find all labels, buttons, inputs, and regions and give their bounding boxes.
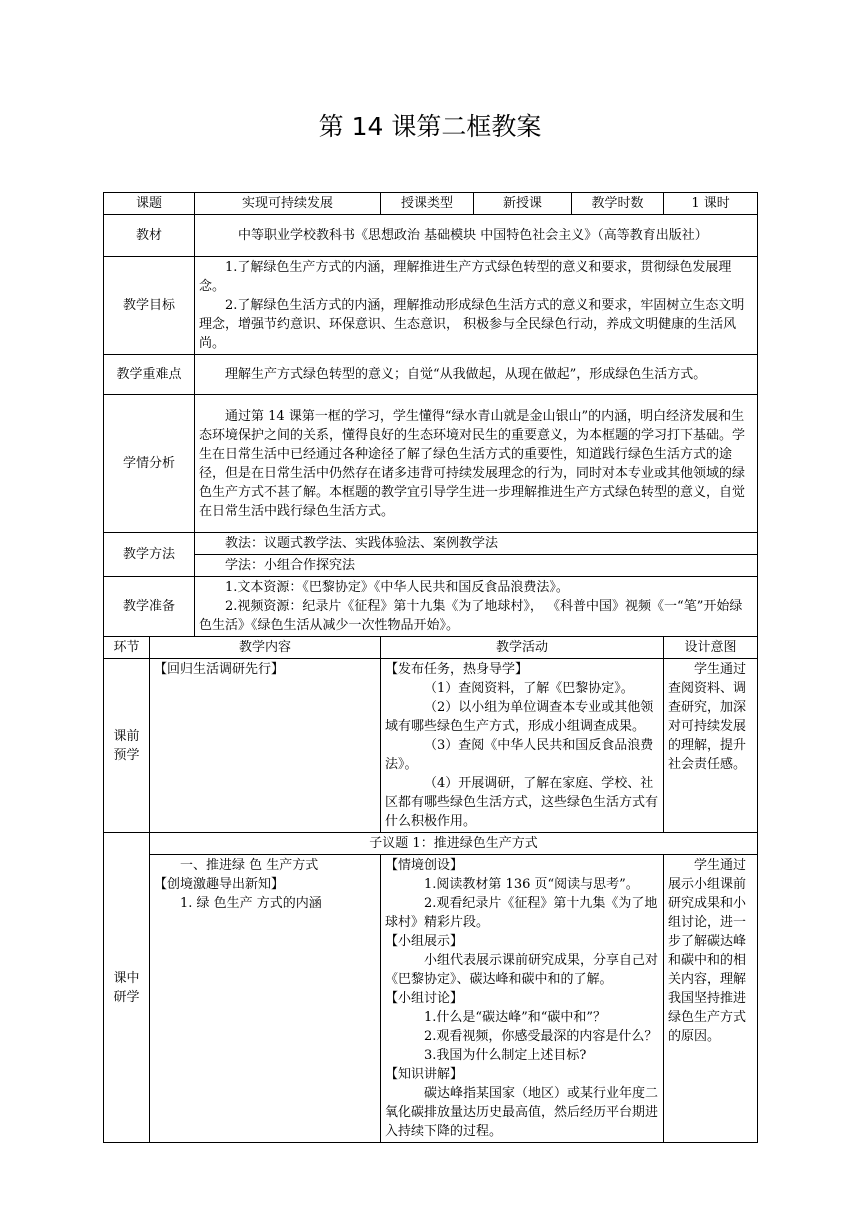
goal-item: 2.了解绿色生活方式的内涵，理解推动形成绿色生活方式的意义和要求，牢固树立生态文明理念，增强节约意识、环保意识、生态意识， 积极参与全民绿色行动，养成文明健康的生活风尚。 (199, 298, 745, 351)
preview-stage: 课前预学 (104, 659, 150, 833)
methods-label: 教学方法 (104, 533, 195, 577)
methods-teach: 教法：议题式教学法、实践体验法、案例教学法 (195, 533, 758, 555)
preview-intent: 学生通过查阅资料、调查研究，加深对可持续发展 的理解，提升社会责任感。 (664, 659, 758, 833)
topic-label: 课题 (104, 193, 195, 215)
type-value: 新授课 (474, 193, 572, 215)
goals-content (195, 257, 758, 355)
textbook-label: 教材 (104, 215, 195, 257)
intent-header: 设计意图 (664, 637, 758, 659)
activity-header: 教学活动 (381, 637, 664, 659)
prep-label: 教学准备 (104, 577, 195, 637)
lesson-plan-table (103, 192, 758, 1143)
prep-item: 2.视频资源：纪录片《征程》第十九集《为了地球村》， 《科普中国》视频《一“笔”开始绿色生活》《绿色生活从减少一次性物品开始》。 (199, 599, 743, 633)
study-content: 一、推进绿 色 生产方式 【创境激趣导出新知】 1. 绿 色生产 方式的内涵 (150, 855, 381, 1143)
topic-value: 实现可持续发展 (195, 193, 381, 215)
type-label: 授课类型 (381, 193, 474, 215)
hours-value: 1 课时 (664, 193, 758, 215)
page-title: 第 14 课第二框教案 (318, 112, 542, 141)
analysis-content: 通过第 14 课第一框的学习，学生懂得“绿水青山就是金山银山”的内涵，明白经济发展和生态环境保护之间的关系，懂得良好的生态环境对民生的重要意义，为本框题的学习打下基础。学生在日常生活中已经通过各种途径了解了绿色生活方式的重要性，知道践行绿色生活方式的途径，但是在日常生活中仍然存在诸多违背可持续发展理念的行为，同时对本专业或其他领域的绿色生产方式不甚了解。本框题的教学宜引导学生进一步理解推进生产方式绿色转型的意义，自觉在日常生活中践行绿色生活方式。 (195, 395, 758, 533)
analysis-label: 学情分析 (104, 395, 195, 533)
study-activity: 【情境创设】 1.阅读教材第 136 页“阅读与思考”。 2.观看纪录片《征程》第十九集《为了地球村》精彩片段。 【小组展示】 小组代表展示课前研究成果，分享自己对《巴黎协定》、碳达峰和碳中和的了解。 【小组讨论】 1.什么是“碳达峰”和“碳中和”？ 2.观看视频，你感受最深的内容是什么？ 3.我国为什么制定上述目标? 【知识讲解】 碳达峰指某国家（地区）或某行业年度二氧化碳排放量达历史最高值，然后经历平台期进入持续下降的过程。 (381, 855, 664, 1143)
preview-content: 【回归生活调研先行】 (150, 659, 381, 833)
prep-item: 1.文本资源：《巴黎协定》《中华人民共和国反食品浪费法》。 (225, 580, 569, 595)
methods-learn: 学法：小组合作探究法 (195, 555, 758, 577)
key-points-content: 理解生产方式绿色转型的意义；自觉“从我做起，从现在做起”，形成绿色生活方式。 (195, 355, 758, 395)
textbook-content: 中等职业学校教科书《思想政治 基础模块 中国特色社会主义》（高等教育出版社） (195, 215, 758, 257)
hours-label: 教学时数 (572, 193, 664, 215)
preview-activity: 【发布任务，热身导学】 （1）查阅资料，了解《巴黎协定》。 （2）以小组为单位调查本专业或其他领域有哪些绿色生产方式，形成小组调查成果。 （3）查阅《中华人民共和国反食品浪费法》。 （4）开展调研，了解在家庭、学校、社区都有哪些绿色生活方式，这些绿色生活方式有什么积极作用。 (381, 659, 664, 833)
goals-label: 教学目标 (104, 257, 195, 355)
goal-item: 1.了解绿色生产方式的内涵，理解推进生产方式绿色转型的意义和要求，贯彻绿色发展理念。 (199, 260, 732, 294)
study-stage: 课中研学 (104, 833, 150, 1143)
subtopic-heading: 子议题 1：推进绿色生产方式 (150, 833, 758, 855)
prep-content (195, 577, 758, 637)
key-points-label: 教学重难点 (104, 355, 195, 395)
stage-header: 环节 (104, 637, 150, 659)
content-header: 教学内容 (150, 637, 381, 659)
study-intent: 学生通过展示小组课前研究成果和小组讨论，进一步了解碳达峰和碳中和的相关内容，理解我国坚持推进绿色生产方式 的原因。 (664, 855, 758, 1143)
